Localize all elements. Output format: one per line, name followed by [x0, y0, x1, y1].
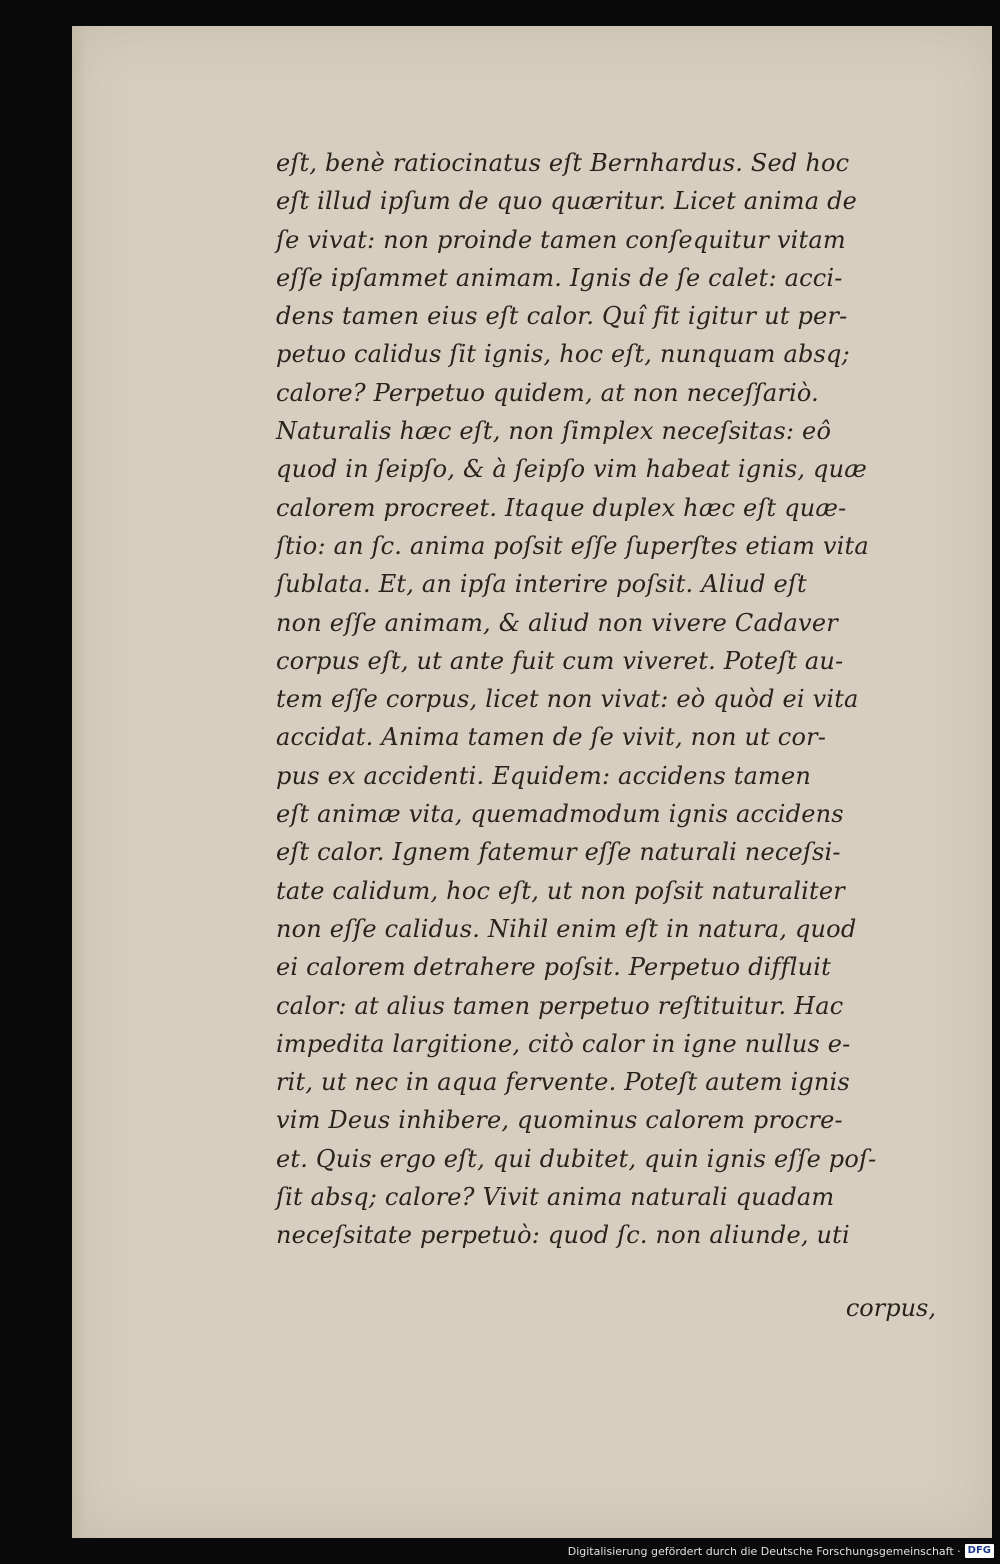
text-line: calorem procreet. Itaque duplex hæc eſt quæ- — [276, 493, 847, 522]
text-line: eſt illud ipſum de quo quæritur. Licet anima de — [276, 187, 858, 216]
text-line: dens tamen eius eſt calor. Quî fit igitur ut per- — [276, 302, 848, 331]
book-page — [72, 26, 992, 1538]
text-line: tate calidum, hoc eſt, ut non poſsit naturaliter — [276, 876, 845, 905]
text-block — [276, 144, 936, 1255]
text-line: Naturalis hæc eſt, non ſimplex neceſsitas: eô — [276, 417, 832, 446]
text-line: eſt calor. Ignem fatemur eſſe naturali neceſsi- — [276, 838, 841, 867]
text-line: neceſsitate perpetuò: quod ſc. non aliunde, uti — [276, 1221, 850, 1250]
text-line: ſit absq; calore? Vivit anima naturali quadam — [276, 1183, 835, 1212]
catchword: corpus, — [845, 1294, 936, 1322]
text-line: ſtio: an ſc. anima poſsit eſſe ſuperſtes etiam vita — [276, 531, 869, 560]
text-line: ſublata. Et, an ipſa interire poſsit. Aliud eſt — [276, 570, 807, 599]
footer-credit-text: Digitalisierung gefördert durch die Deutsche Forschungsgemeinschaft · — [567, 1544, 961, 1558]
digitization-footer — [568, 1541, 994, 1561]
text-line: eſt, benè ratiocinatus eſt Bernhardus. Sed hoc — [276, 149, 850, 177]
text-line: tem eſſe corpus, licet non vivat: eò quòd ei vita — [276, 685, 859, 714]
text-line: petuo calidus ſit ignis, hoc eſt, nunquam absq; — [276, 340, 850, 369]
text-line: corpus eſt, ut ante fuit cum viveret. Poteſt au- — [276, 646, 844, 675]
text-line: ſe vivat: non proinde tamen conſequitur vitam — [276, 225, 846, 254]
text-line: accidat. Anima tamen de ſe vivit, non ut cor- — [276, 723, 827, 752]
text-line: non eſſe animam, & aliud non vivere Cadaver — [276, 608, 838, 637]
text-line: calore? Perpetuo quidem, at non neceſſariò. — [276, 378, 819, 407]
text-line: eſſe ipſammet animam. Ignis de ſe calet: acci- — [276, 263, 843, 292]
text-line: quod in ſeipſo, & à ſeipſo vim habeat ignis, quæ — [276, 455, 868, 484]
text-line: calor: at alius tamen perpetuo reſtituitur. Hac — [276, 991, 844, 1020]
text-line: pus ex accidenti. Equidem: accidens tamen — [276, 761, 812, 790]
text-line: impedita largitione, citò calor in igne nullus e- — [276, 1029, 851, 1058]
text-line: et. Quis ergo eſt, qui dubitet, quin ignis eſſe poſ- — [276, 1144, 877, 1173]
text-line: eſt animæ vita, quemadmodum ignis accidens — [276, 800, 844, 829]
dfg-logo: DFG — [965, 1544, 994, 1558]
text-line: rit, ut nec in aqua fervente. Poteſt autem ignis — [276, 1068, 850, 1097]
text-line: non eſſe calidus. Nihil enim eſt in natura, quod — [276, 914, 857, 943]
text-line: vim Deus inhibere, quominus calorem procre- — [276, 1106, 843, 1135]
text-line: ei calorem detrahere poſsit. Perpetuo diffluit — [276, 953, 831, 982]
